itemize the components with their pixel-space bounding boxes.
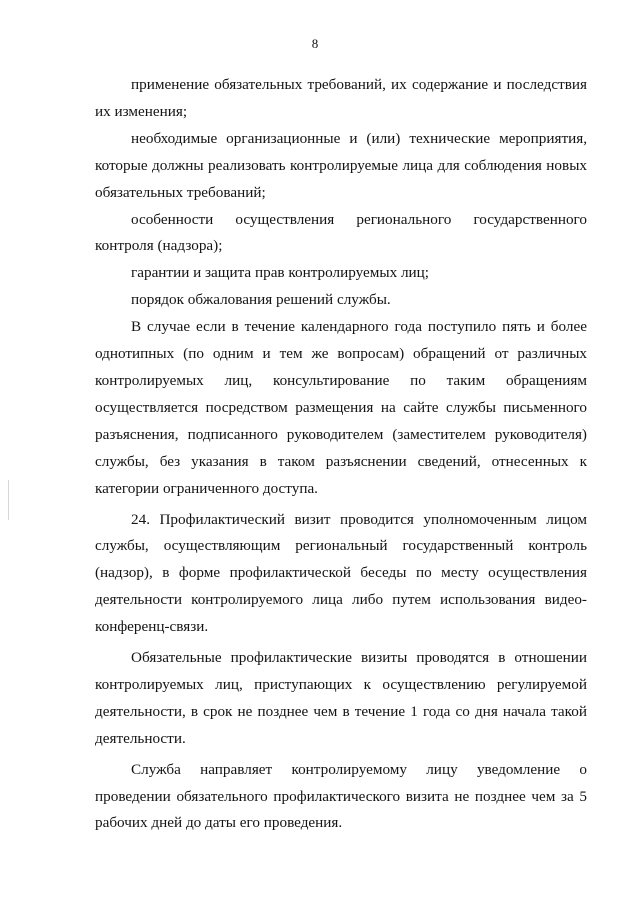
page-number: 8: [311, 36, 319, 51]
scan-margin-mark: [8, 480, 9, 520]
paragraph-notification: Служба направляет контролируемому лицу уведомление о проведении обязательного профилактического визита не позднее чем за 5 рабочих дней до даты его проведения.: [95, 760, 587, 832]
document-body: [95, 72, 587, 837]
list-item-consequences: применение обязательных требований, их содержание и последствия их изменения;: [95, 76, 587, 120]
paragraph-24-preventive-visit: 24. Профилактический визит проводится уполномоченным лицом службы, осуществляющим региональный государственный контроль (надзор), в форме профилактической беседы по месту осуществления деятельности контролируемого лица либо путем использования видео-конференц-связи.: [95, 510, 587, 636]
paragraph-mandatory-visits: Обязательные профилактические визиты проводятся в отношении контролируемых лиц, приступающих к осуществлению регулируемой деятельности, в срок не позднее чем в течение 1 года со дня начала такой деятельности.: [95, 649, 587, 747]
list-item-guarantees: гарантии и защита прав контролируемых лиц;: [131, 264, 430, 282]
paragraph-written-clarification: В случае если в течение календарного года поступило пять и более однотипных (по одним и тем же вопросам) обращений от различных контролируемых лиц, консультирование по таким обращениям осуществляется посредством размещения на сайте службы письменного разъяснения, подписанного руководителем (заместителем руководителя) службы, без указания в таком разъяснении сведений, отнесенных к категории ограниченного доступа.: [95, 318, 587, 497]
list-item-appeal-procedure: порядок обжалования решений службы.: [131, 291, 391, 309]
list-item-measures: необходимые организационные и (или) технические мероприятия, которые должны реализовать контролируемые лица для соблюдения новых обязательных требований;: [95, 129, 587, 201]
list-item-control-features: особенности осуществления регионального государственного контроля (надзора);: [95, 210, 587, 255]
